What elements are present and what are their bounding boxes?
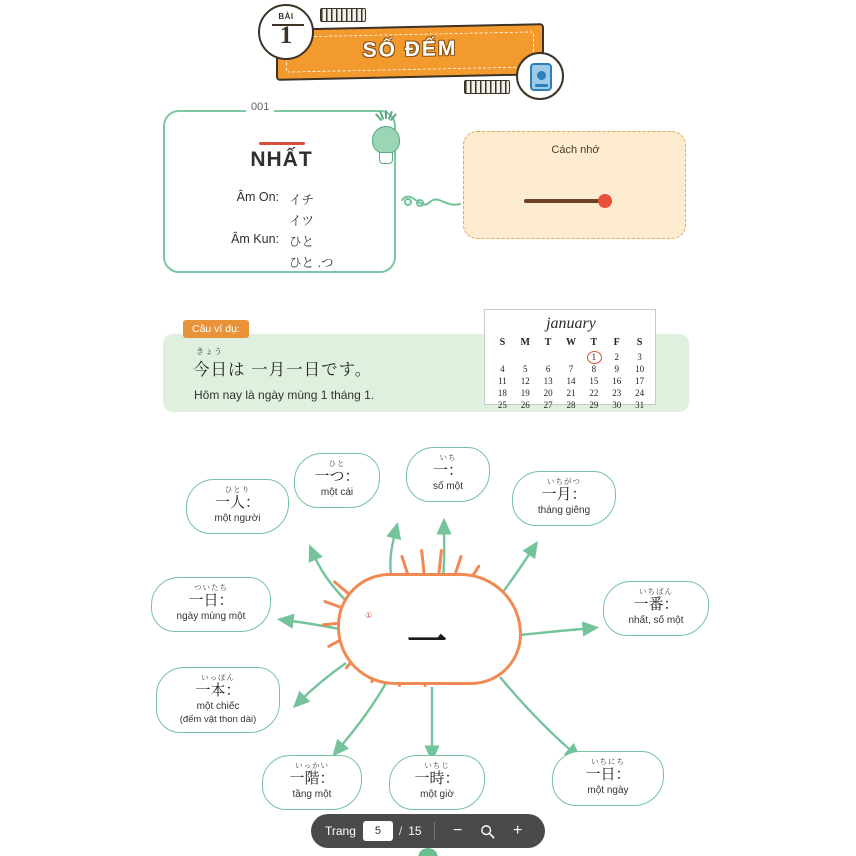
kun-reading-value-2: ひと .つ xyxy=(289,256,334,270)
calendar-day: 8 xyxy=(591,364,597,374)
node-kanji: 一日： xyxy=(188,592,234,610)
kun-reading-value-1: ひと xyxy=(289,235,315,249)
audio-button[interactable] xyxy=(516,52,564,100)
lightbulb-icon xyxy=(358,108,414,178)
calendar-weekday-3: W xyxy=(565,337,576,348)
node-furigana: いち xyxy=(439,453,457,462)
calendar-month: january xyxy=(546,315,596,332)
node-meaning: một người xyxy=(214,513,261,524)
node-meaning: một chiếc xyxy=(196,701,240,712)
calendar-day: 24 xyxy=(635,388,645,398)
node-meaning: ngày mùng một xyxy=(176,611,246,622)
calendar-day: 31 xyxy=(635,400,645,410)
node-kanji: 一つ： xyxy=(314,468,360,486)
lesson-banner xyxy=(258,4,578,100)
magnifier-icon[interactable] xyxy=(475,818,501,844)
page-label: Trang xyxy=(325,824,356,838)
calendar-day: 16 xyxy=(612,376,622,386)
calendar-day: 9 xyxy=(614,364,619,374)
banner-tail-left xyxy=(320,8,366,22)
page-separator: / xyxy=(398,824,403,838)
node-furigana: いっかい xyxy=(295,761,329,770)
example-furigana: きょう xyxy=(196,347,223,356)
node-meaning: một cái xyxy=(320,487,354,498)
calendar-day: 30 xyxy=(612,400,622,410)
node-meaning: một ngày xyxy=(587,785,629,796)
node-kanji: 一人： xyxy=(214,494,260,512)
total-pages: 15 xyxy=(408,824,422,838)
node-furigana: いちがつ xyxy=(547,477,581,486)
calendar-day: 15 xyxy=(589,376,599,386)
calendar-day: 3 xyxy=(637,352,642,362)
stroke-order-mark: ① xyxy=(365,611,373,620)
calendar-weekday-5: F xyxy=(613,337,620,348)
calendar-weekday-4: T xyxy=(590,337,598,348)
calendar-day xyxy=(537,352,560,362)
calendar-day: 13 xyxy=(543,376,553,386)
memo-title: Cách nhớ xyxy=(551,144,600,156)
calendar-day: 27 xyxy=(543,400,553,410)
calendar-day: 1 xyxy=(582,352,605,362)
matchstick-icon xyxy=(524,199,600,203)
mindmap xyxy=(0,425,856,855)
memo-box xyxy=(463,131,686,239)
lesson-badge xyxy=(258,4,314,60)
mindmap-node-6[interactable] xyxy=(156,667,280,733)
calendar-weekday-6: S xyxy=(636,337,643,348)
page-title: SỐ ĐẾM xyxy=(362,37,458,62)
calendar-day: 11 xyxy=(498,376,507,386)
node-kanji: 一階： xyxy=(289,770,335,788)
kanji-underline xyxy=(259,142,305,145)
node-furigana: いちにち xyxy=(591,757,625,766)
calendar-day: 28 xyxy=(566,400,576,410)
calendar-weekday-0: S xyxy=(499,337,506,348)
calendar-day: 6 xyxy=(545,364,551,374)
on-reading-label: Âm On: xyxy=(236,190,279,204)
center-kanji: 一 xyxy=(407,619,447,664)
calendar-day: 23 xyxy=(612,388,622,398)
node-furigana: ひと xyxy=(328,459,346,468)
example-label: Câu ví dụ: xyxy=(183,320,249,338)
calendar-day: 25 xyxy=(497,400,507,410)
card-number: 001 xyxy=(246,101,274,113)
on-reading-value-2: イツ xyxy=(289,214,315,228)
matchstick-head-icon xyxy=(598,194,612,208)
mindmap-node-4[interactable] xyxy=(151,577,271,632)
node-furigana: いちじ xyxy=(424,761,450,770)
mindmap-node-8[interactable] xyxy=(389,755,485,810)
calendar-day: 22 xyxy=(589,388,599,398)
calendar-day: 21 xyxy=(566,388,576,398)
node-kanji: 一番： xyxy=(633,596,679,614)
calendar-day: 10 xyxy=(635,364,645,374)
curl-connector xyxy=(400,186,462,226)
node-kanji: 一： xyxy=(432,462,463,480)
pdf-toolbar xyxy=(311,814,545,848)
lesson-word: BÀI xyxy=(278,12,294,21)
node-furigana: いっぽん xyxy=(201,673,235,682)
node-kanji: 一月： xyxy=(541,486,587,504)
node-meaning: nhất, số một xyxy=(628,615,684,626)
calendar-weekday-2: T xyxy=(544,337,552,348)
calendar-grid xyxy=(491,337,651,410)
toolbar-divider xyxy=(434,822,435,840)
mindmap-node-2[interactable] xyxy=(406,447,490,502)
zoom-in-button[interactable]: + xyxy=(512,822,523,839)
node-furigana: ひとり xyxy=(224,485,251,494)
calendar-day: 18 xyxy=(497,388,507,398)
calendar-day xyxy=(491,352,514,362)
calendar-day: 2 xyxy=(614,352,619,362)
banner-tail-right xyxy=(464,80,510,94)
calendar-day: 20 xyxy=(543,388,553,398)
node-kanji: 一時： xyxy=(414,770,460,788)
calendar-day: 7 xyxy=(568,364,574,374)
kanji-meaning: NHẤT xyxy=(250,148,313,171)
zoom-out-button[interactable]: − xyxy=(452,822,463,839)
calendar-day: 12 xyxy=(520,376,530,386)
node-kanji: 一本： xyxy=(195,682,241,700)
calendar-day: 29 xyxy=(589,400,599,410)
example-vietnamese: Hôm nay là ngày mùng 1 tháng 1. xyxy=(194,388,375,402)
node-meaning-extra: (đếm vật thon dài) xyxy=(179,713,257,725)
lesson-number: 1 xyxy=(279,22,293,49)
node-meaning: số một xyxy=(432,481,463,492)
page-number-input[interactable] xyxy=(363,821,393,841)
calendar-day: 19 xyxy=(520,388,530,398)
mindmap-node-0[interactable] xyxy=(186,479,289,534)
mindmap-node-1[interactable] xyxy=(294,453,380,508)
kun-reading-label: Âm Kun: xyxy=(231,232,279,246)
node-kanji: 一日： xyxy=(585,766,631,784)
calendar-day: 26 xyxy=(520,400,530,410)
node-meaning: một giờ xyxy=(420,789,454,800)
speaker-icon xyxy=(530,63,552,91)
node-furigana: ついたち xyxy=(194,583,228,592)
node-meaning: tầng một xyxy=(292,789,332,800)
calendar-day xyxy=(560,352,583,362)
calendar-day: 14 xyxy=(566,376,576,386)
mindmap-node-3[interactable] xyxy=(512,471,616,526)
mindmap-node-9[interactable] xyxy=(552,751,664,806)
node-furigana: いちばん xyxy=(639,587,673,596)
calendar xyxy=(484,309,656,410)
calendar-day xyxy=(514,352,537,362)
node-meaning: tháng giêng xyxy=(537,505,591,516)
example-japanese: 今日は 一月一日です。 xyxy=(193,361,373,379)
calendar-day: 4 xyxy=(500,364,505,374)
calendar-day: 5 xyxy=(523,364,528,374)
calendar-day: 17 xyxy=(635,376,645,386)
on-reading-value-1: イチ xyxy=(289,193,315,207)
mindmap-node-5[interactable] xyxy=(603,581,709,636)
calendar-weekday-1: M xyxy=(520,337,530,348)
mindmap-node-7[interactable] xyxy=(262,755,362,810)
